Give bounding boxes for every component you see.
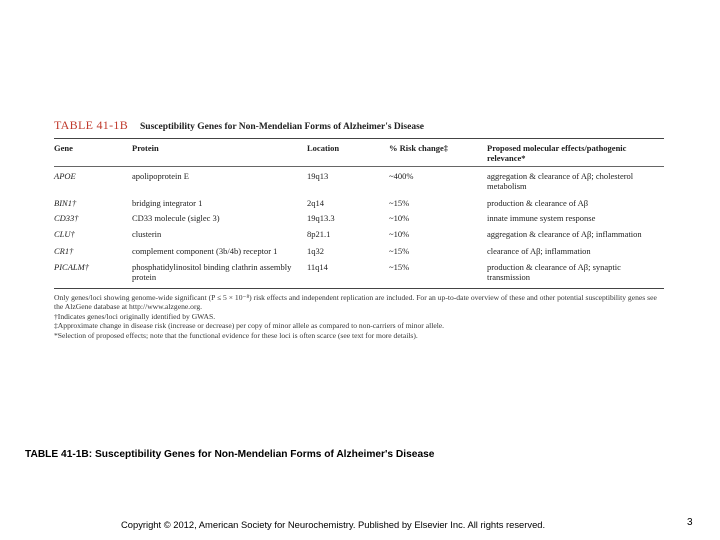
cell-risk: ~10% <box>389 212 410 223</box>
cell-protein: bridging integrator 1 <box>132 197 203 208</box>
cell-effects: clearance of Aβ; inflammation <box>487 245 591 256</box>
cell-risk: ~10% <box>389 229 410 239</box>
table-title: Susceptibility Genes for Non-Mendelian Forms of Alzheimer's Disease <box>140 122 425 132</box>
cell-gene: CR1† <box>54 245 74 256</box>
cell-risk: ~400% <box>389 171 414 181</box>
cell-gene: PICALM† <box>54 262 89 272</box>
header-location: Location <box>307 143 340 153</box>
cell-location: 19q13.3 <box>307 212 335 223</box>
footnote: †Indicates genes/loci originally identified by GWAS. <box>54 311 216 321</box>
cell-location: 2q14 <box>307 197 324 208</box>
header-protein: Protein <box>132 143 159 153</box>
cell-protein: CD33 molecule (siglec 3) <box>132 212 220 223</box>
cell-protein: phosphatidylinositol binding clathrin assembly protein <box>132 262 292 282</box>
cell-effects: aggregation & clearance of Aβ; inflammation <box>487 229 642 239</box>
table-heading <box>54 118 664 138</box>
cell-effects: production & clearance of Aβ; synaptic transmission <box>487 262 621 282</box>
table-row <box>54 242 664 259</box>
table-row <box>54 194 664 211</box>
cell-gene: CLU† <box>54 229 75 239</box>
table-row <box>54 258 664 285</box>
cell-effects: aggregation & clearance of Aβ; cholesterol metabolism <box>487 171 634 191</box>
cell-location: 8p21.1 <box>307 229 331 239</box>
table-header-row <box>54 139 664 166</box>
cell-gene: BIN1† <box>54 197 77 208</box>
susceptibility-genes-table <box>54 139 664 285</box>
cell-risk: ~15% <box>389 197 410 208</box>
table-row <box>54 210 664 225</box>
cell-gene: APOE <box>54 171 76 181</box>
cell-risk: ~15% <box>389 262 410 272</box>
header-risk: % Risk change‡ <box>389 143 449 153</box>
cell-protein: clusterin <box>132 229 162 239</box>
header-effects: Proposed molecular effects/pathogenic relevance* <box>487 143 627 163</box>
cell-location: 1q32 <box>307 245 324 256</box>
footnote: ‡Approximate change in disease risk (increase or decrease) per copy of minor allele as compared to non-carriers of minor allele. <box>54 321 445 330</box>
cell-protein: complement component (3b/4b) receptor 1 <box>132 245 278 256</box>
cell-risk: ~15% <box>389 245 410 256</box>
table-row <box>54 167 664 194</box>
footnote: Only genes/loci showing genome-wide significant (P ≤ 5 × 10⁻⁸) risk effects and independent replication are included. For an up-to-date overview of these and other potential susceptibility genes see the AlzGene database at http://www.alzgene.org. <box>54 292 657 311</box>
cell-effects: production & clearance of Aβ <box>487 197 589 208</box>
table-row <box>54 225 664 242</box>
footnote: *Selection of proposed effects; note that the functional evidence for these loci is often scarce (see text for more details). <box>54 330 418 340</box>
table-label: TABLE 41-1B <box>54 118 128 132</box>
page-number: 3 <box>687 517 693 528</box>
cell-location: 19q13 <box>307 171 329 181</box>
copyright-notice: Copyright © 2012, American Society for Neurochemistry. Published by Elsevier Inc. All rights reserved. <box>121 519 546 530</box>
header-gene: Gene <box>54 143 73 153</box>
table-figure <box>54 118 664 340</box>
cell-effects: innate immune system response <box>487 212 596 223</box>
table-footnotes <box>54 289 664 341</box>
cell-protein: apolipoprotein E <box>132 171 189 181</box>
cell-location: 11q14 <box>307 262 328 272</box>
slide-caption: TABLE 41-1B: Susceptibility Genes for Non-Mendelian Forms of Alzheimer's Disease <box>25 449 435 460</box>
cell-gene: CD33† <box>54 212 79 223</box>
